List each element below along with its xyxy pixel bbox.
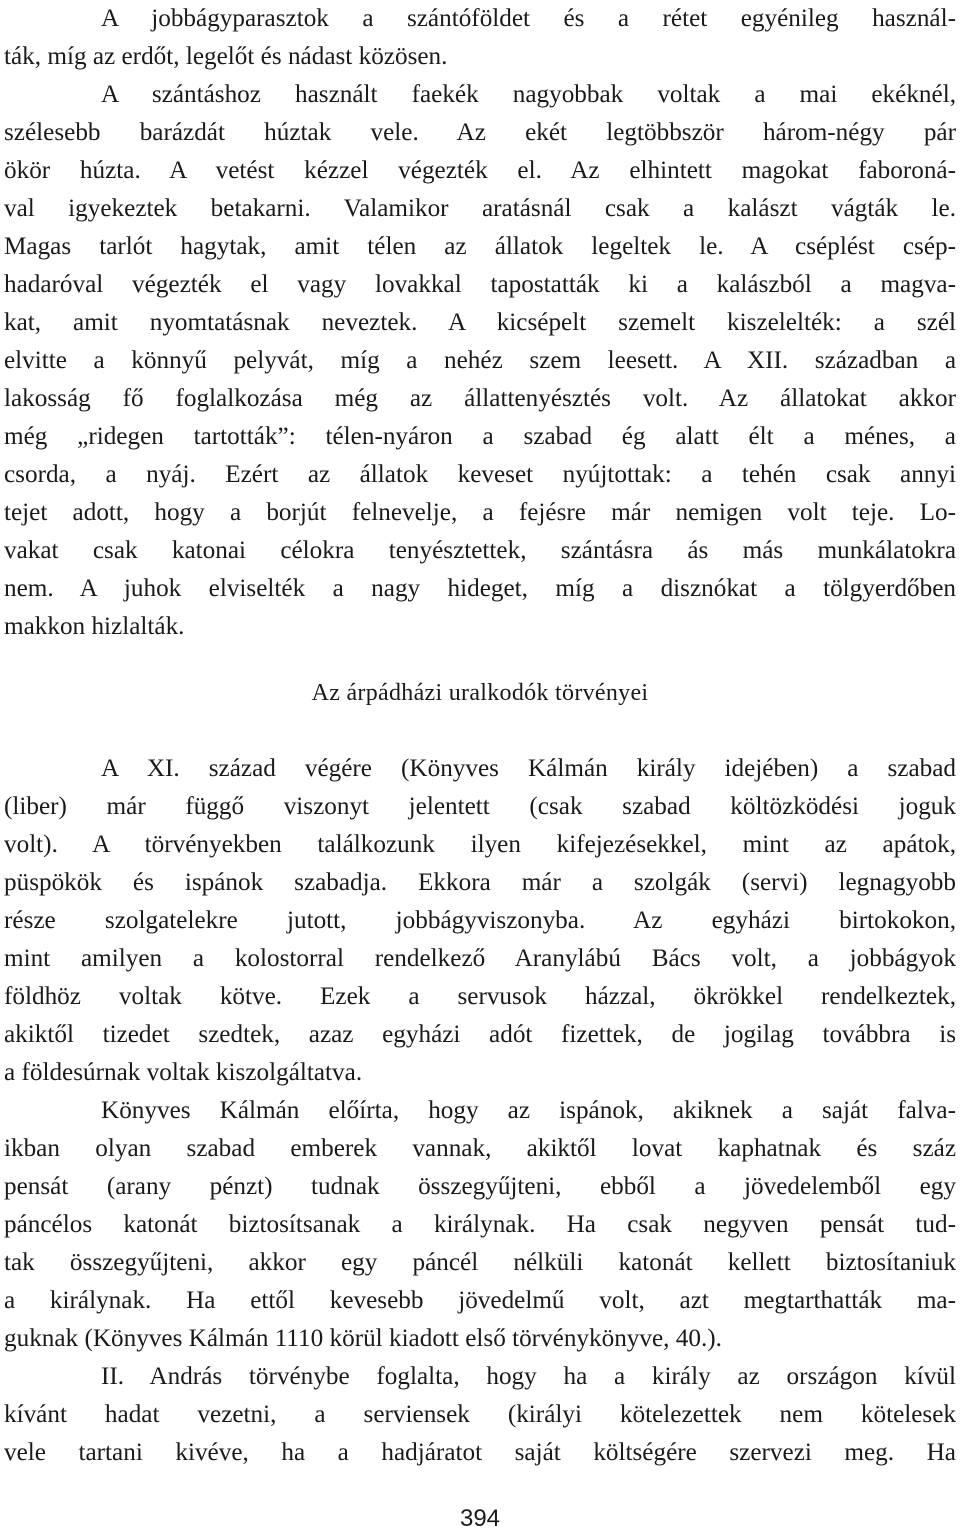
text-line: ikban olyan szabad emberek vannak, akiktől lovat kaphatnak és száz	[4, 1135, 956, 1162]
text-line: Könyves Kálmán előírta, hogy az ispánok, akiknek a saját falva-	[101, 1097, 956, 1124]
text-line: földhöz voltak kötve. Ezek a servusok házzal, ökrökkel rendelkeztek,	[4, 983, 956, 1010]
text-line: val igyekeztek betakarni. Valamikor aratásnál csak a kalászt vágták le.	[4, 195, 956, 222]
text-line: püspökök és ispánok szabadja. Ekkora már a szolgák (servi) legnagyobb	[4, 869, 956, 896]
text-line: kat, amit nyomtatásnak neveztek. A kicsépelt szemelt kiszelelték: a szél	[4, 309, 956, 336]
text-line: pensát (arany pénzt) tudnak összegyűjteni, ebből a jövedelemből egy	[4, 1173, 956, 1200]
text-line: ták, míg az erdőt, legelőt és nádast közösen.	[4, 43, 448, 70]
text-line: hadaróval végezték el vagy lovakkal tapostatták ki a kalászból a magva-	[4, 271, 956, 298]
text-line: még „ridegen tartották”: télen-nyáron a szabad ég alatt élt a ménes, a	[4, 423, 956, 450]
text-line: szélesebb barázdát húztak vele. Az ekét legtöbbször három-négy pár	[4, 119, 956, 146]
text-line: vele tartani kivéve, ha a hadjáratot saját költségére szervezi meg. Ha	[4, 1439, 956, 1466]
text-line: része szolgatelekre jutott, jobbágyviszonyba. Az egyházi birtokokon,	[4, 907, 956, 934]
text-line: akiktől tizedet szedtek, azaz egyházi adót fizettek, de jogilag továbbra is	[4, 1021, 956, 1048]
text-line: csorda, a nyáj. Ezért az állatok keveset nyújtottak: a tehén csak annyi	[4, 461, 956, 488]
text-line: (liber) már függő viszonyt jelentett (csak szabad költözködési joguk	[4, 793, 956, 820]
text-line: mint amilyen a kolostorral rendelkező Aranylábú Bács volt, a jobbágyok	[4, 945, 956, 972]
section-heading: Az árpádházi uralkodók törvényei	[311, 680, 649, 706]
text-line: tak összegyűjteni, akkor egy páncél nélküli katonát kellett biztosítaniuk	[4, 1249, 956, 1276]
text-line: A jobbágyparasztok a szántóföldet és a rétet egyénileg használ-	[101, 5, 956, 32]
text-line: lakosság fő foglalkozása még az állattenyésztés volt. Az állatokat akkor	[4, 385, 956, 412]
text-line: A szántáshoz használt faekék nagyobbak voltak a mai ekéknél,	[101, 81, 956, 108]
text-line: elvitte a könnyű pelyvát, míg a nehéz szem leesett. A XII. században a	[4, 347, 956, 374]
text-line: tejet adott, hogy a borjút felnevelje, a fejésre már nemigen volt teje. Lo-	[4, 499, 956, 526]
text-line: nem. A juhok elviselték a nagy hideget, míg a disznókat a tölgyerdőben	[4, 575, 956, 602]
text-line: guknak (Könyves Kálmán 1110 körül kiadott első törvénykönyve, 40.).	[4, 1325, 722, 1352]
text-line: vakat csak katonai célokra tenyésztettek, szántásra ás más munkálatokra	[4, 537, 956, 564]
text-line: makkon hizlalták.	[4, 613, 185, 640]
text-line: II. András törvénybe foglalta, hogy ha a király az országon kívül	[101, 1363, 956, 1390]
text-line: Magas tarlót hagytak, amit télen az állatok legeltek le. A cséplést csép-	[4, 233, 956, 260]
text-line: a királynak. Ha ettől kevesebb jövedelmű volt, azt megtarthatták ma-	[4, 1287, 956, 1314]
text-line: kívánt hadat vezetni, a serviensek (királyi kötelezettek nem kötelesek	[4, 1401, 956, 1428]
text-line: páncélos katonát biztosítsanak a királynak. Ha csak negyven pensát tud-	[4, 1211, 956, 1238]
text-line: a földesúrnak voltak kiszolgáltatva.	[4, 1059, 363, 1086]
text-line: A XI. század végére (Könyves Kálmán király idejében) a szabad	[101, 755, 956, 782]
text-line: ökör húzta. A vetést kézzel végezték el. Az elhintett magokat faboroná-	[4, 157, 956, 184]
page-number: 394	[459, 1505, 501, 1532]
text-line: volt). A törvényekben találkozunk ilyen kifejezésekkel, mint az apátok,	[4, 831, 956, 858]
